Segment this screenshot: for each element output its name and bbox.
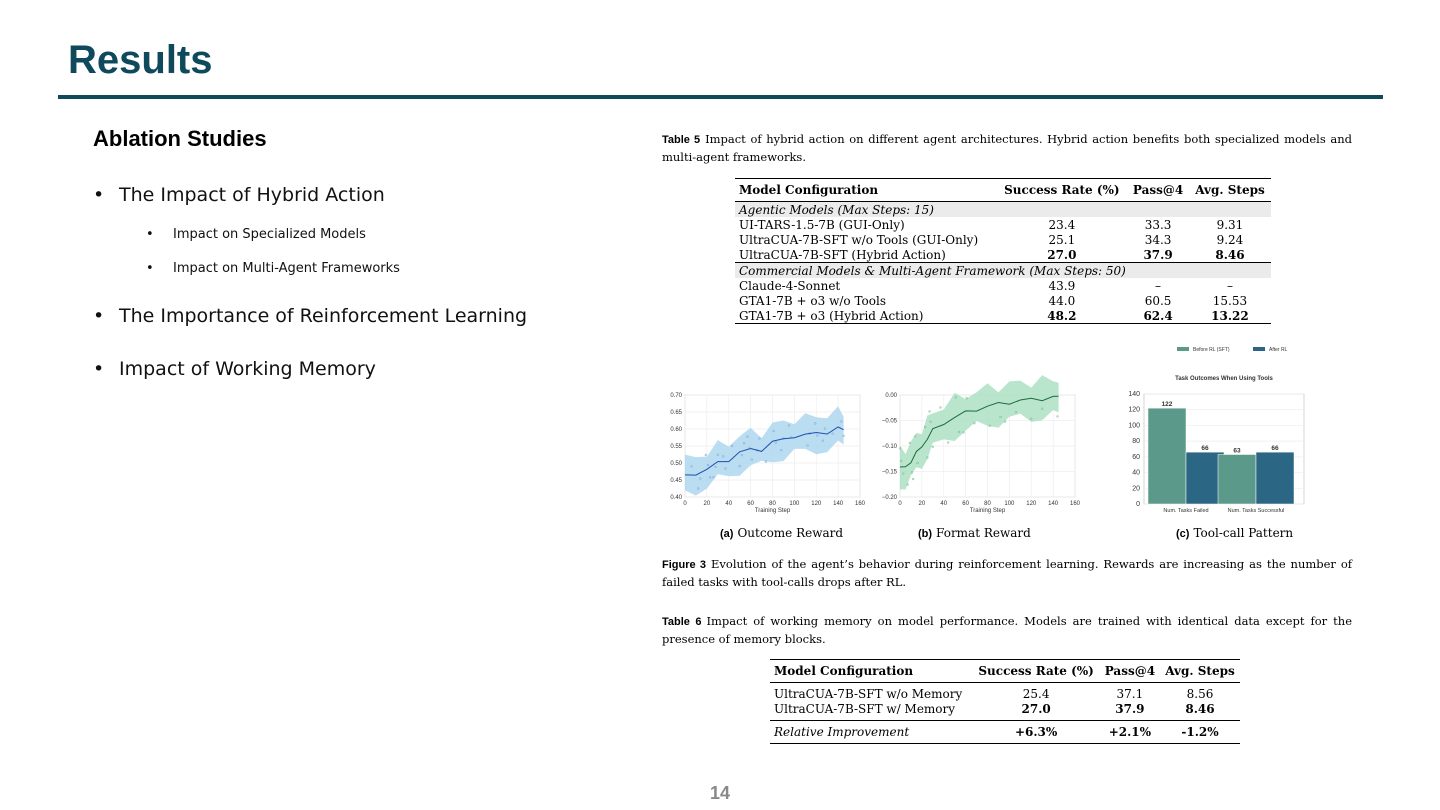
tool-call-chart-y-tick: 120 [1128,406,1140,414]
tool-call-chart-y-tick: 40 [1132,469,1140,477]
format-reward-chart-y-tick: −0.15 [881,469,897,476]
outcome-reward-chart-point [814,422,816,424]
bullet-dot: • [146,261,154,276]
format-reward-chart-point [1030,418,1032,420]
col-header: Avg. Steps [1189,179,1271,202]
outcome-reward-chart-point [717,454,719,456]
legend-label-before: Before RL (SFT) [1193,347,1230,353]
table-row: UltraCUA-7B-SFT (Hybrid Action) 27.0 37.9 8.46 [739,247,1245,262]
col-header: Success Rate (%) [972,660,1099,683]
outcome-reward-chart-y-tick: 0.45 [670,478,682,484]
format-reward-chart-x-tick: 20 [918,501,926,507]
outcome-reward-chart-point [843,435,845,437]
section-subtitle: Ablation Studies [93,126,267,151]
format-reward-chart-point [939,406,941,408]
table6-caption: Table 6 Impact of working memory on model performance. Models are trained with identical data except for the presence of memory blocks. [662,614,1353,646]
table-row: UI-TARS-1.5-7B (GUI-Only) 23.4 33.3 9.31 [739,217,1244,232]
format-reward-chart-y-tick: −0.05 [881,418,897,425]
table-row: UltraCUA-7B-SFT w/o Memory 25.4 37.1 8.56 [774,686,1214,701]
tool-call-chart-title: Task Outcomes When Using Tools [1175,376,1273,382]
outcome-reward-chart-x-tick: 120 [811,501,822,507]
outcome-reward-chart-x-tick: 80 [769,501,776,507]
format-reward-chart-point [914,435,916,437]
legend-swatch-before [1177,347,1189,351]
outcome-reward-chart-point [807,444,809,446]
format-reward-chart-point [1057,415,1059,417]
format-reward-chart-y-tick: −0.20 [881,495,897,501]
outcome-reward-chart-point [743,442,745,444]
format-reward-chart-x-tick: 60 [962,501,969,507]
format-reward-chart-point [955,396,957,398]
bar-value-label: 63 [1233,447,1241,455]
table5-caption: Table 5 Impact of hybrid action on different agent architectures. Hybrid action benefits both specialized models and multi-agent frameworks. [662,132,1352,164]
format-reward-chart-x-tick: 0 [898,501,902,507]
col-header: Success Rate (%) [997,179,1128,202]
format-reward-chart-point [1041,408,1043,410]
format-reward-chart-point [930,421,932,423]
table-row: UltraCUA-7B-SFT w/ Memory 27.0 37.9 8.46 [774,701,1215,716]
outcome-reward-chart-point [705,454,707,456]
format-reward-chart-x-tick: 100 [1004,501,1015,507]
outcome-reward-chart-point [822,440,824,442]
outcome-reward-chart-y-tick: 0.65 [670,410,682,416]
bar-before [1218,455,1256,505]
outcome-reward-chart-point [832,433,834,435]
tool-call-chart-y-tick: 100 [1128,422,1140,430]
legend-label-after: After RL [1269,347,1288,353]
outcome-reward-chart-point [816,434,818,436]
outcome-reward-chart-point [715,466,717,468]
outcome-reward-chart-point [739,465,741,467]
outcome-reward-chart-point [707,464,709,466]
table6 [770,659,1240,744]
table-group-row: Commercial Models & Multi-Agent Framework (Max Steps: 50) [735,263,1271,279]
outcome-reward-chart-point [699,478,701,480]
table-row: GTA1-7B + o3 w/o Tools 44.0 60.5 15.53 [739,293,1248,308]
tool-call-chart-x-tick: Num. Tasks Successful [1227,508,1285,514]
format-reward-chart-point [902,473,904,475]
col-header: Avg. Steps [1160,660,1240,683]
format-reward-chart-point [973,422,975,424]
table-row: GTA1-7B + o3 (Hybrid Action) 48.2 62.4 13.22 [735,308,1271,324]
outcome-reward-chart-point [788,424,790,426]
format-reward-chart-point [1000,416,1002,418]
format-reward-chart-point [958,431,960,433]
col-header: Pass@4 [1127,179,1189,202]
format-reward-chart-point [926,457,928,459]
tool-call-chart-y-tick: 140 [1128,391,1140,398]
bar-value-label: 66 [1201,445,1209,453]
table-group-row: Agentic Models (Max Steps: 15) [735,202,1271,218]
col-header: Pass@4 [1100,660,1160,683]
outcome-reward-chart-point [758,438,760,440]
format-reward-chart-x-tick: 80 [984,501,991,507]
subcaption-a: (a) Outcome Reward [720,526,844,540]
outcome-reward-chart-point [765,461,767,463]
outcome-reward-chart-x-tick: 20 [703,501,711,507]
format-reward-chart-point [917,462,919,464]
outcome-reward-chart-y-tick: 0.60 [670,427,682,433]
table-row-improvement: Relative Improvement +6.3% +2.1% -1.2% [770,721,1240,744]
bullet-dot: • [93,358,105,380]
outcome-reward-chart-x-label: Training Step [754,508,791,514]
figure3-charts [600,340,1360,520]
table-row: Claude-4-Sonnet 43.9 – – [739,278,1233,293]
format-reward-chart-y-tick: −0.10 [881,444,897,450]
bullet-dot: • [146,227,154,242]
legend-swatch-after [1253,347,1265,351]
table5-label: Table 5 [662,134,701,146]
format-reward-chart-y-tick: 0.00 [885,393,897,399]
format-reward-chart-point [899,447,901,449]
figure3-label: Figure 3 [662,559,707,571]
tool-call-chart-y-tick: 60 [1132,453,1140,461]
format-reward-chart-x-tick: 40 [940,501,948,507]
format-reward-chart-point [1004,421,1006,423]
outcome-reward-chart-point [697,488,699,490]
outcome-reward-chart-point [773,430,775,432]
outcome-reward-chart-point [751,459,753,461]
format-reward-chart-point [962,431,964,433]
format-reward-chart-point [947,441,949,443]
format-reward-chart-point [932,446,934,448]
page-title: Results [68,38,213,82]
format-reward-chart-point [989,425,991,427]
outcome-reward-chart-x-tick: 40 [725,501,733,507]
format-reward-chart-x-tick: 140 [1048,501,1059,507]
col-header: Model Configuration [770,660,972,683]
outcome-reward-chart-point [724,468,726,470]
format-reward-chart-point [924,426,926,428]
bar-value-label: 66 [1271,445,1279,453]
bullet-dot: • [93,184,105,206]
title-divider [58,95,1383,99]
outcome-reward-chart-y-tick: 0.50 [670,461,682,467]
format-reward-chart-x-tick: 120 [1026,501,1037,507]
outcome-reward-chart-x-tick: 100 [789,501,800,507]
bar-value-label: 122 [1161,401,1173,409]
tool-call-chart-y-tick: 80 [1132,438,1140,446]
format-reward-chart-point [929,410,931,412]
format-reward-chart-point [912,478,914,480]
tool-call-chart-x-tick: Num. Tasks Failed [1163,508,1209,514]
format-reward-chart-point [1015,411,1017,413]
tool-call-chart-y-tick: 20 [1132,485,1140,493]
subcaption-b: (b) Format Reward [918,526,1031,540]
outcome-reward-chart-point [780,449,782,451]
subcaption-c: (c) Tool-call Pattern [1176,526,1294,540]
outcome-reward-chart-y-tick: 0.70 [670,393,682,399]
bar-after [1256,452,1294,504]
outcome-reward-chart-y-tick: 0.55 [670,444,682,450]
format-reward-chart-point [909,442,911,444]
outcome-reward-chart-point [840,420,842,422]
format-reward-chart-point [907,484,909,486]
format-reward-chart-point [966,397,968,399]
figure3-caption: Figure 3 Evolution of the agent’s behavior during reinforcement learning. Rewards are increasing as the number of failed tasks with tool-calls drops after RL. [662,557,1352,589]
format-reward-chart-x-tick: 160 [1069,501,1081,507]
outcome-reward-chart-x-tick: 140 [833,501,844,507]
bar-before [1148,408,1186,504]
outcome-reward-chart-point [746,436,748,438]
bullet-dot: • [93,305,105,327]
table-header-row [735,179,1271,202]
table-row: UltraCUA-7B-SFT w/o Tools (GUI-Only) 25.1 34.3 9.24 [739,232,1244,247]
outcome-reward-chart-point [709,476,711,478]
outcome-reward-chart-x-tick: 60 [747,501,754,507]
format-reward-chart-point [900,460,902,462]
outcome-reward-chart-point [741,454,743,456]
col-header: Model Configuration [735,179,997,202]
outcome-reward-chart-x-tick: 0 [683,501,687,507]
outcome-reward-chart-y-tick: 0.40 [670,495,682,501]
outcome-reward-chart-point [731,445,733,447]
tool-call-chart-y-tick: 0 [1136,501,1140,508]
format-reward-chart-point [911,471,913,473]
outcome-reward-chart-point [775,442,777,444]
outcome-reward-chart-point [712,476,714,478]
outcome-reward-chart-point [691,465,693,467]
format-reward-chart-x-label: Training Step [969,508,1006,514]
table6-label: Table 6 [662,616,702,628]
table5 [735,178,1271,324]
page-number: 14 [709,783,731,803]
outcome-reward-chart-x-tick: 160 [854,501,866,507]
table-header-row [770,660,1240,683]
outcome-reward-chart-point [722,455,724,457]
outcome-reward-chart-point [824,428,826,430]
